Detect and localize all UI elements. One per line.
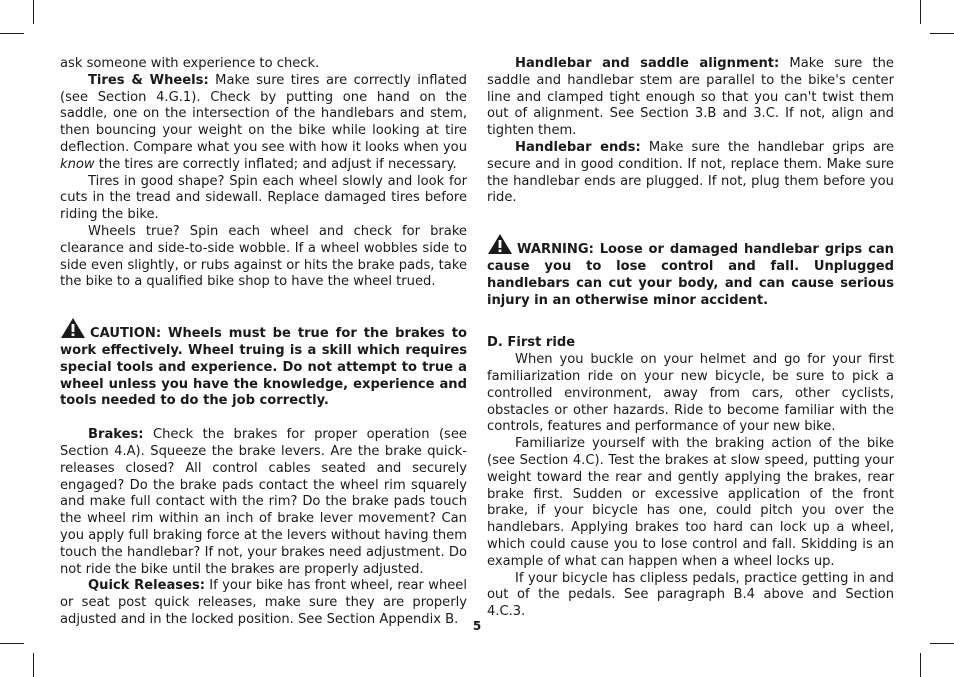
- crop-mark: [0, 643, 24, 644]
- crop-mark: [930, 33, 954, 34]
- tire-shape-paragraph: Tires in good shape? Spin each wheel slowly and look for cuts in the tread and sidewall. Replace damaged tires before riding the bike.: [60, 173, 467, 223]
- crop-mark: [930, 643, 954, 644]
- alignment-heading: Handlebar and saddle alignment:: [515, 56, 780, 71]
- page-number: 5: [472, 619, 482, 633]
- left-column: [60, 56, 467, 629]
- tires-paragraph: Tires & Wheels: Make sure tires are correctly inflated (see Section 4.G.1). Check by putting one hand on the saddle, one on the intersection of the handlebars and stem, then bouncing your weight on the bike while looking at tire deflection. Compare what you see with how it looks when you know the tires are correctly inflated; and adjust if necessary.: [60, 72, 467, 172]
- intro-text: ask someone with experience to check.: [60, 56, 320, 71]
- first-ride-paragraph-2: Familiarize yourself with the braking action of the bike (see Section 4.C). Test the brakes at slow speed, putting your weight toward the rear and gently applying the brakes, rear brake first. Sudden or excessive application of the front brake, if your bicycle has one, could pitch you over the handlebars. Applying brakes too hard can lock up a wheel, which could cause you to lose control and fall. Skidding is an example of what can happen when a wheel locks up.: [487, 436, 894, 569]
- caution-paragraph: CAUTION: Wheels must be true for the brakes to work effectively. Wheel truing is a skill which requires special tools and experience. Do not attempt to true a wheel unless you have the knowledge, experience and tools needed to do the job correctly.: [60, 317, 467, 410]
- quick-releases-paragraph: Quick Releases: If your bike has front wheel, rear wheel or seat post quick releases, make sure they are properly adjusted and in the locked position. See Section Appendix B.: [60, 578, 467, 627]
- wheels-true-paragraph: Wheels true? Spin each wheel and check for brake clearance and side-to-side wobble. If a wheel wobbles side to side even slightly, or rubs against or hits the brake pads, take the bike to a qualified bike shop to have the wheel trued.: [60, 223, 467, 290]
- first-ride-paragraph-1: When you buckle on your helmet and go for your first familiarization ride on your new bicycle, be sure to pick a controlled environment, away from cars, other cyclists, obstacles or other hazards. Ride to become familiar with the controls, features and performance of your new bike.: [487, 352, 894, 435]
- first-ride-paragraph-3: If your bicycle has clipless pedals, practice getting in and out of the pedals. See paragraph B.4 above and Section 4.C.3.: [487, 570, 894, 620]
- crop-mark: [0, 33, 24, 34]
- tires-heading: Tires & Wheels:: [88, 72, 209, 88]
- right-column: [487, 56, 894, 621]
- handlebar-ends-paragraph: Handlebar ends: Make sure the handlebar grips are secure and in good condition. If not, replace them. Make sure the handlebar ends are plugged. If not, plug them before you ride.: [487, 139, 894, 206]
- first-ride-heading: D. First ride: [487, 335, 576, 351]
- brakes-paragraph: Brakes: Check the brakes for proper operation (see Section 4.A). Squeeze the brake levers. Are the brake quick-releases closed? All control cables seated and securely engaged? Do the brake pads contact the wheel rim squarely and make full contact with the rim? Do the brake pads touch the wheel rim within an inch of brake lever movement? Can you apply full braking force at the levers without having them touch the handlebar? If not, your brakes need adjustment. Do not ride the bike until the brakes are properly adjusted.: [60, 427, 467, 577]
- crop-mark: [33, 653, 34, 677]
- crop-mark: [920, 0, 921, 24]
- handlebar-ends-heading: Handlebar ends:: [515, 139, 641, 155]
- brakes-heading: Brakes:: [88, 427, 144, 443]
- warning-triangle-icon: [60, 317, 86, 339]
- quick-releases-heading: Quick Releases:: [88, 578, 205, 594]
- warning-paragraph: WARNING: Loose or damaged handlebar grips can cause you to lose control and fall. Unplugged handlebars can cut your body, and can cause serious injury in an otherwise minor accident.: [487, 233, 894, 309]
- warning-triangle-icon: [487, 233, 513, 255]
- crop-mark: [33, 0, 34, 24]
- crop-mark: [920, 653, 921, 677]
- alignment-paragraph: Handlebar and saddle alignment: Make sure the saddle and handlebar stem are parallel to the bike's center line and clamped tight enough so that you can't twist them out of alignment. See Section 3.B and 3.C. If not, align and tighten them.: [487, 56, 894, 139]
